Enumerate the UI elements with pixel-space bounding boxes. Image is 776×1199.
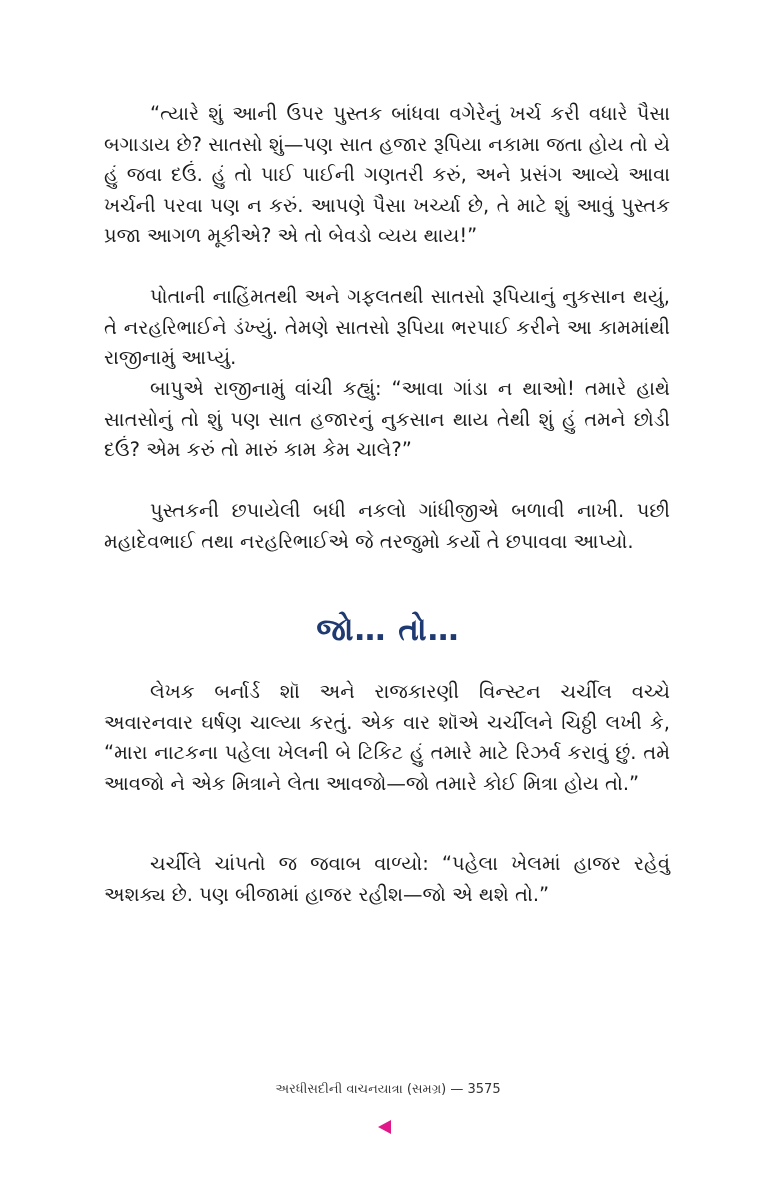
page-footer: અરધીસદીની વાચનયાત્રા (સમગ્ર) — 3575 xyxy=(275,1082,501,1097)
paragraph-6: ચર્ચીલે ચાંપતો જ જવાબ વાળ્યો: “પહેલા ખેલમાં હાજર રહેવું અશક્ય છે. પણ બીજામાં હાજર રહીશ—જો એ થશે તો.” xyxy=(104,852,670,906)
paragraph-1: “ત્યારે શું આની ઉપર પુસ્તક બાંધવા વગેરેનું ખર્ચ કરી વધારે પૈસા બગાડાય છે? સાતસો શું—પણ સાત હજાર રૂપિયા નકામા જતા હોય તો યે હું જવા દઉં. હું તો પાઈ પાઈની ગણતરી કરું, અને પ્રસંગ આવ્યે આવા ખર્ચની પરવા પણ ન કરું. આપણે પૈસા ખર્ચ્યા છે, તે માટે શું આવું પુસ્તક પ્રજા આગળ મૂકીએ? એ તો બેવડો વ્યય થાય!” xyxy=(104,102,670,247)
previous-page-icon[interactable] xyxy=(378,1120,391,1134)
paragraph-4: પુસ્તકની છપાયેલી બધી નકલો ગાંધીજીએ બળાવી નાખી. પછી મહાદેવભાઈ તથા નરહરિભાઈએ જે તરજુમો કર્યો તે છપાવવા આપ્યો. xyxy=(104,499,670,553)
paragraph-3: બાપુએ રાજીનામું વાંચી કહ્યું: “આવા ગાંડા ન થાઓ! તમારે હાથે સાતસોનું તો શું પણ સાત હજારનું નુકસાન થાય તેથી શું હું તમને છોડી દઉં? એમ કરું તો મારું કામ કેમ ચાલે?” xyxy=(104,377,670,461)
paragraph-5: લેખક બર્નાર્ડ શૉ અને રાજકારણી વિન્સ્ટન ચર્ચીલ વચ્ચે અવારનવાર ઘર્ષણ ચાલ્યા કરતું. એક વાર શૉએ ચર્ચીલને ચિઠ્ઠી લખી કે, “મારા નાટકના પહેલા ખેલની બે ટિકિટ હું તમારે માટે રિઝર્વ કરાવું છું. તમે આવજો ને એક મિત્રાને લેતા આવજો—જો તમારે કોઈ મિત્રા હોય તો.” xyxy=(104,680,670,795)
paragraph-2: પોતાની નાહિંમતથી અને ગફલતથી સાતસો રૂપિયાનું નુકસાન થયું, તે નરહરિભાઈને ડંખ્યું. તેમણે સાતસો રૂપિયા ભરપાઈ કરીને આ કામમાંથી રાજીનામું આપ્યું. xyxy=(104,285,670,369)
section-heading: જો… તો… xyxy=(316,612,460,648)
